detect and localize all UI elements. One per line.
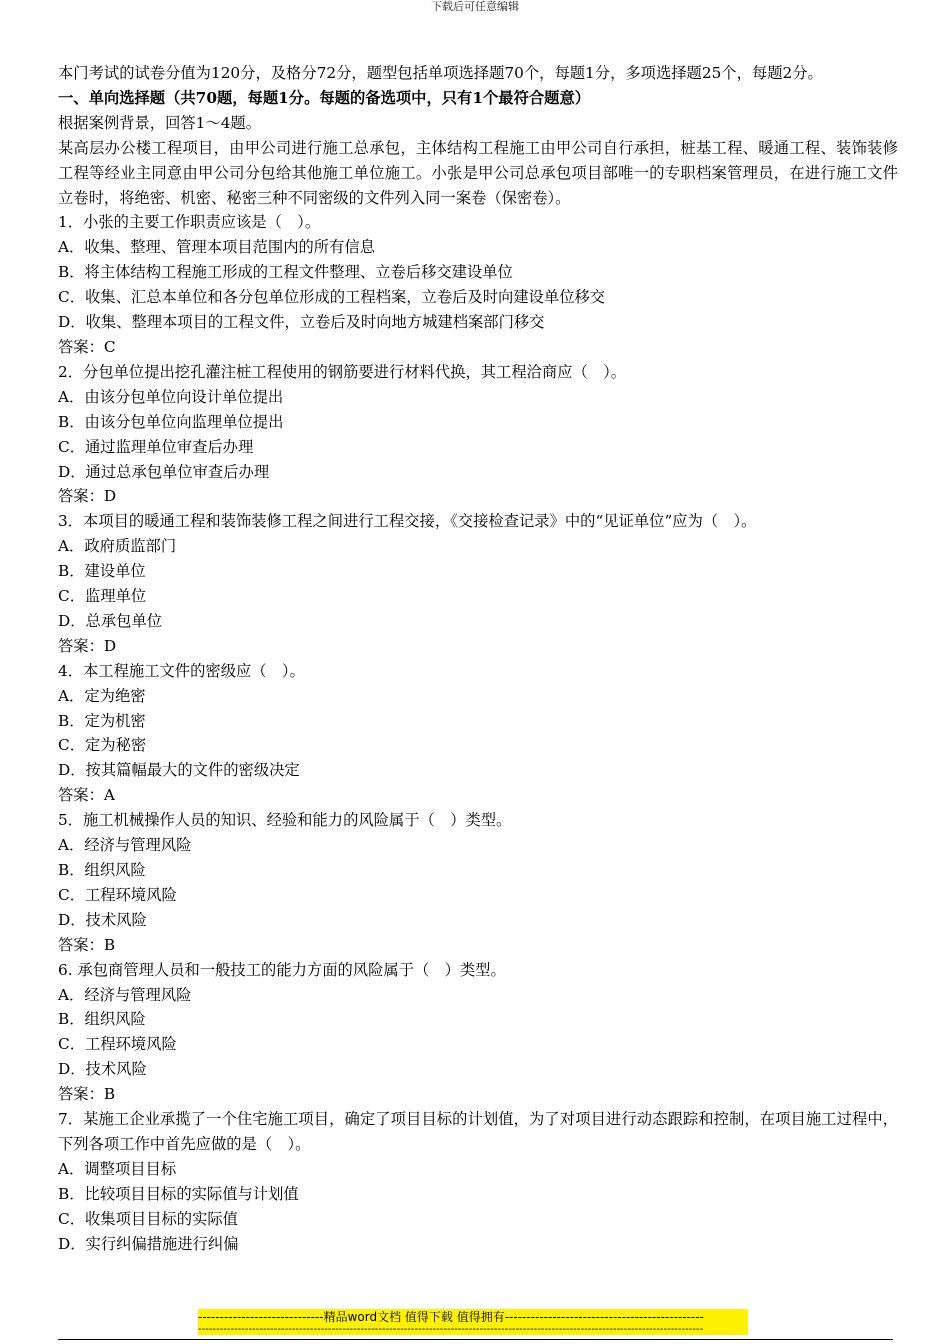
case-intro: 根据案例背景，回答1～4题。 [58, 113, 262, 132]
answer: 答案：D [58, 487, 117, 506]
option-b: B．建设单位 [58, 562, 146, 581]
question-stem: 5．施工机械操作人员的知识、经验和能力的风险属于（ ）类型。 [58, 811, 512, 830]
option-b: B．比较项目目标的实际值与计划值 [58, 1184, 299, 1203]
question-stem: 1．小张的主要工作职责应该是（ ）。 [58, 213, 321, 232]
page-header: 下载后可任意编辑 [431, 0, 519, 13]
answer: 答案：B [58, 1085, 116, 1104]
question-6 [58, 958, 898, 1107]
option-d: D．技术风险 [58, 1060, 147, 1079]
question-5 [58, 808, 898, 957]
option-c: C．定为秘密 [58, 736, 147, 755]
option-c: C．通过监理单位审查后办理 [58, 437, 254, 456]
option-a: A．由该分包单位向设计单位提出 [58, 387, 284, 406]
exam-intro: 本门考试的试卷分值为120分，及格分72分，题型包括单项选择题70个，每题1分，多项选择题25个，每题2分。 [58, 64, 823, 82]
option-a: A．收集、整理、管理本项目范围内的所有信息 [58, 238, 375, 257]
option-a: A．经济与管理风险 [58, 836, 192, 855]
option-c: C．收集项目目标的实际值 [58, 1209, 238, 1228]
section-title: 一、单向选择题（共70题，每题1分。每题的备选项中，只有1个最符合题意） [58, 88, 591, 107]
option-d: D．按其篇幅最大的文件的密级决定 [58, 761, 300, 780]
answer: 答案：C [58, 337, 116, 356]
option-c: C．工程环境风险 [58, 1035, 177, 1054]
option-b: B．定为机密 [58, 711, 146, 730]
option-a: A．政府质监部门 [58, 537, 177, 556]
document-body [58, 61, 898, 1257]
case-background: 某高层办公楼工程项目，由甲公司进行施工总承包，主体结构工程施工由甲公司自行承担，桩基工程、暖通工程、装饰装修工程等经业主同意由甲公司分包给其他施工单位施工。小张是甲公司总承包项目部唯一的专职档案管理员，在进行施工文件立卷时，将绝密、机密、秘密三种不同密级的文件列入同一案卷（保密卷）。 [58, 138, 898, 207]
answer: 答案：B [58, 935, 116, 954]
option-b: B．将主体结构工程施工形成的工程文件整理、立卷后移交建设单位 [58, 263, 513, 282]
question-stem: 7．某施工企业承揽了一个住宅施工项目，确定了项目目标的计划值，为了对项目进行动态跟踪和控制，在项目施工过程中，下列各项工作中首先应做的是（ ）。 [58, 1110, 898, 1153]
footer-banner: -----------------------------精品word文档 值得下载 值得拥有---------------------------------------------- [198, 1309, 748, 1325]
option-d: D．技术风险 [58, 910, 147, 929]
option-c: C．工程环境风险 [58, 885, 177, 904]
question-7 [58, 1107, 898, 1256]
option-d: D．总承包单位 [58, 611, 163, 630]
question-4 [58, 659, 898, 808]
footer-banner-dashes: -------------------------------------------------------------------------------------------------------------------------------------------- [198, 1325, 748, 1335]
question-stem: 4．本工程施工文件的密级应（ ）。 [58, 661, 305, 680]
question-stem: 3．本项目的暖通工程和装饰装修工程之间进行工程交接，《交接检查记录》中的“见证单位”应为（ ）。 [58, 512, 757, 531]
option-d: D．实行纠偏措施进行纠偏 [58, 1234, 239, 1253]
answer: 答案：D [58, 636, 117, 655]
question-3 [58, 509, 898, 658]
question-stem: 6. 承包商管理人员和一般技工的能力方面的风险属于（ ）类型。 [58, 960, 506, 979]
question-2 [58, 360, 898, 509]
footer-rule [58, 1339, 893, 1340]
option-b: B．由该分包单位向监理单位提出 [58, 412, 284, 431]
option-c: C．收集、汇总本单位和各分包单位形成的工程档案，立卷后及时向建设单位移交 [58, 288, 606, 307]
option-d: D．通过总承包单位审查后办理 [58, 462, 270, 481]
option-a: A．调整项目目标 [58, 1159, 177, 1178]
option-b: B．组织风险 [58, 1010, 146, 1029]
option-c: C．监理单位 [58, 587, 147, 606]
option-a: A．经济与管理风险 [58, 985, 192, 1004]
question-stem: 2．分包单位提出挖孔灌注桩工程使用的钢筋要进行材料代换，其工程洽商应（ ）。 [58, 362, 627, 381]
option-d: D．收集、整理本项目的工程文件，立卷后及时向地方城建档案部门移交 [58, 313, 545, 332]
option-a: A．定为绝密 [58, 686, 146, 705]
question-1 [58, 210, 898, 359]
answer: 答案：A [58, 786, 115, 805]
option-b: B．组织风险 [58, 861, 146, 879]
